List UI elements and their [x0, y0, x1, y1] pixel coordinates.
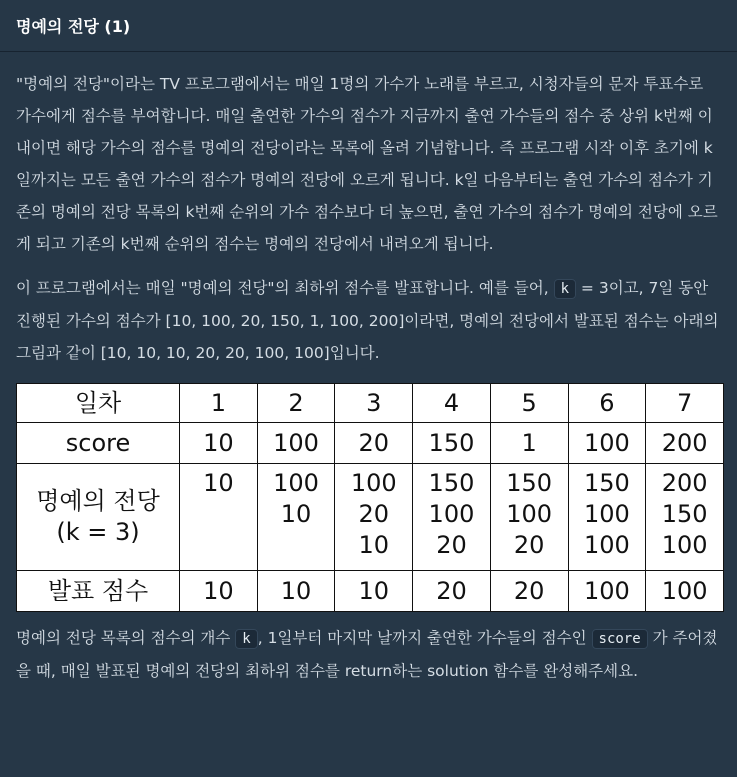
- score-header-cell: score: [17, 423, 180, 464]
- hall-value: 10: [203, 469, 234, 497]
- hall-cell: [646, 464, 724, 571]
- hall-value: 100: [661, 531, 708, 559]
- hall-cell: [335, 464, 413, 571]
- day-cell: 5: [490, 384, 568, 423]
- description-paragraph-1: "명예의 전당"이라는 TV 프로그램에서는 매일 1명의 가수가 노래를 부르고, 시청자들의 문자 투표수로 가수에게 점수를 부여합니다. 매일 출연한 가수의 점수가 지금까지 출연 가수들의 점수 중 상위 k번째 이내이면 해당 가수의 점수를 명예의 전당이라는 목록에 올려 기념합니다. 즉 프로그램 시작 이후 초기에 k일까지는 모든 출연 가수의 점수가 명예의 전당에 오르게 됩니다. k일 다음부터는 출연 가수의 점수가 기존의 명예의 전당 목록의 k번째 순위의 가수 점수보다 더 높으면, 출연 가수의 점수가 명예의 전당에 오르게 되고 기존의 k번째 순위의 점수는 명예의 전당에서 내려오게 됩니다.: [16, 75, 718, 253]
- score-cell: 10: [180, 423, 258, 464]
- problem-title: 명예의 전당 (1): [16, 17, 131, 36]
- page-title: [0, 0, 737, 52]
- example-table: [16, 383, 724, 612]
- score-cell: 100: [257, 423, 335, 464]
- hall-value: 20: [513, 531, 545, 559]
- announce-cell: 20: [490, 571, 568, 612]
- table-row-announce: [17, 571, 724, 612]
- p3-text-a: 명예의 전당 목록의 점수의 개수: [16, 629, 236, 647]
- score-cell: 100: [568, 423, 646, 464]
- hall-value: 100: [428, 500, 475, 528]
- announce-header-cell: 발표 점수: [17, 571, 180, 612]
- announce-cell: 100: [646, 571, 724, 612]
- code-k: k: [235, 629, 257, 649]
- table-row-hall: [17, 464, 724, 571]
- hall-value: 150: [428, 469, 475, 497]
- hall-value: 10: [358, 531, 390, 559]
- table-row-day: [17, 384, 724, 423]
- announce-cell: 20: [413, 571, 491, 612]
- hall-cell: [257, 464, 335, 571]
- day-cell: 1: [180, 384, 258, 423]
- hall-header-k: (k = 3): [56, 518, 140, 546]
- hall-value: 100: [506, 500, 553, 528]
- hall-value: 150: [583, 469, 630, 497]
- hall-cell: [180, 464, 258, 571]
- hall-value: 20: [436, 531, 467, 559]
- hall-value: 100: [350, 469, 397, 497]
- p3-text-c: 가 주어졌을 때, 매일 발표된 명예의 전당의 최하위 점수를 return하는 solution 함수를 완성해주세요.: [16, 629, 718, 680]
- score-cell: 200: [646, 423, 724, 464]
- description-paragraph-3: [16, 622, 721, 687]
- p3-text-b: , 1일부터 마지막 날까지 출연한 가수들의 점수인: [257, 629, 592, 647]
- hall-header-title: 명예의 전당: [36, 487, 160, 515]
- day-header-cell: 일차: [17, 384, 180, 423]
- code-k: k: [554, 279, 576, 299]
- hall-value: 150: [506, 469, 553, 497]
- day-cell: 3: [335, 384, 413, 423]
- hall-cell: [413, 464, 491, 571]
- hall-header-cell: [17, 464, 180, 571]
- hall-value: 20: [358, 500, 390, 528]
- day-cell: 2: [257, 384, 335, 423]
- problem-description: [0, 68, 737, 687]
- p2-text-after: = 3이고, 7일 동안 진행된 가수의 점수가 [10, 100, 20, 150, 1, 100, 200]이라면, 명예의 전당에서 발표된 점수는 아래의 그림과 같이 [10, 10, 10, 20, 20, 100, 100]입니다.: [16, 279, 719, 362]
- hall-value: 100: [273, 469, 319, 497]
- hall-cell: [490, 464, 568, 571]
- day-cell: 6: [568, 384, 646, 423]
- hall-cell: [568, 464, 646, 571]
- announce-cell: 10: [257, 571, 335, 612]
- p2-text-before: 이 프로그램에서는 매일 "명예의 전당"의 최하위 점수를 발표합니다. 예를 들어,: [16, 279, 554, 297]
- day-cell: 4: [413, 384, 491, 423]
- score-cell: 1: [490, 423, 568, 464]
- announce-cell: 10: [180, 571, 258, 612]
- table-row-score: [17, 423, 724, 464]
- hall-value: 150: [661, 500, 708, 528]
- score-cell: 150: [413, 423, 491, 464]
- announce-cell: 10: [335, 571, 413, 612]
- hall-value: 200: [661, 469, 708, 497]
- announce-cell: 100: [568, 571, 646, 612]
- description-paragraph-2: [16, 272, 721, 369]
- example-table-figure: [16, 383, 721, 612]
- code-score: score: [592, 629, 648, 649]
- day-cell: 7: [646, 384, 724, 423]
- hall-value: 10: [280, 500, 312, 528]
- hall-value: 100: [583, 500, 630, 528]
- hall-value: 100: [583, 531, 630, 559]
- score-cell: 20: [335, 423, 413, 464]
